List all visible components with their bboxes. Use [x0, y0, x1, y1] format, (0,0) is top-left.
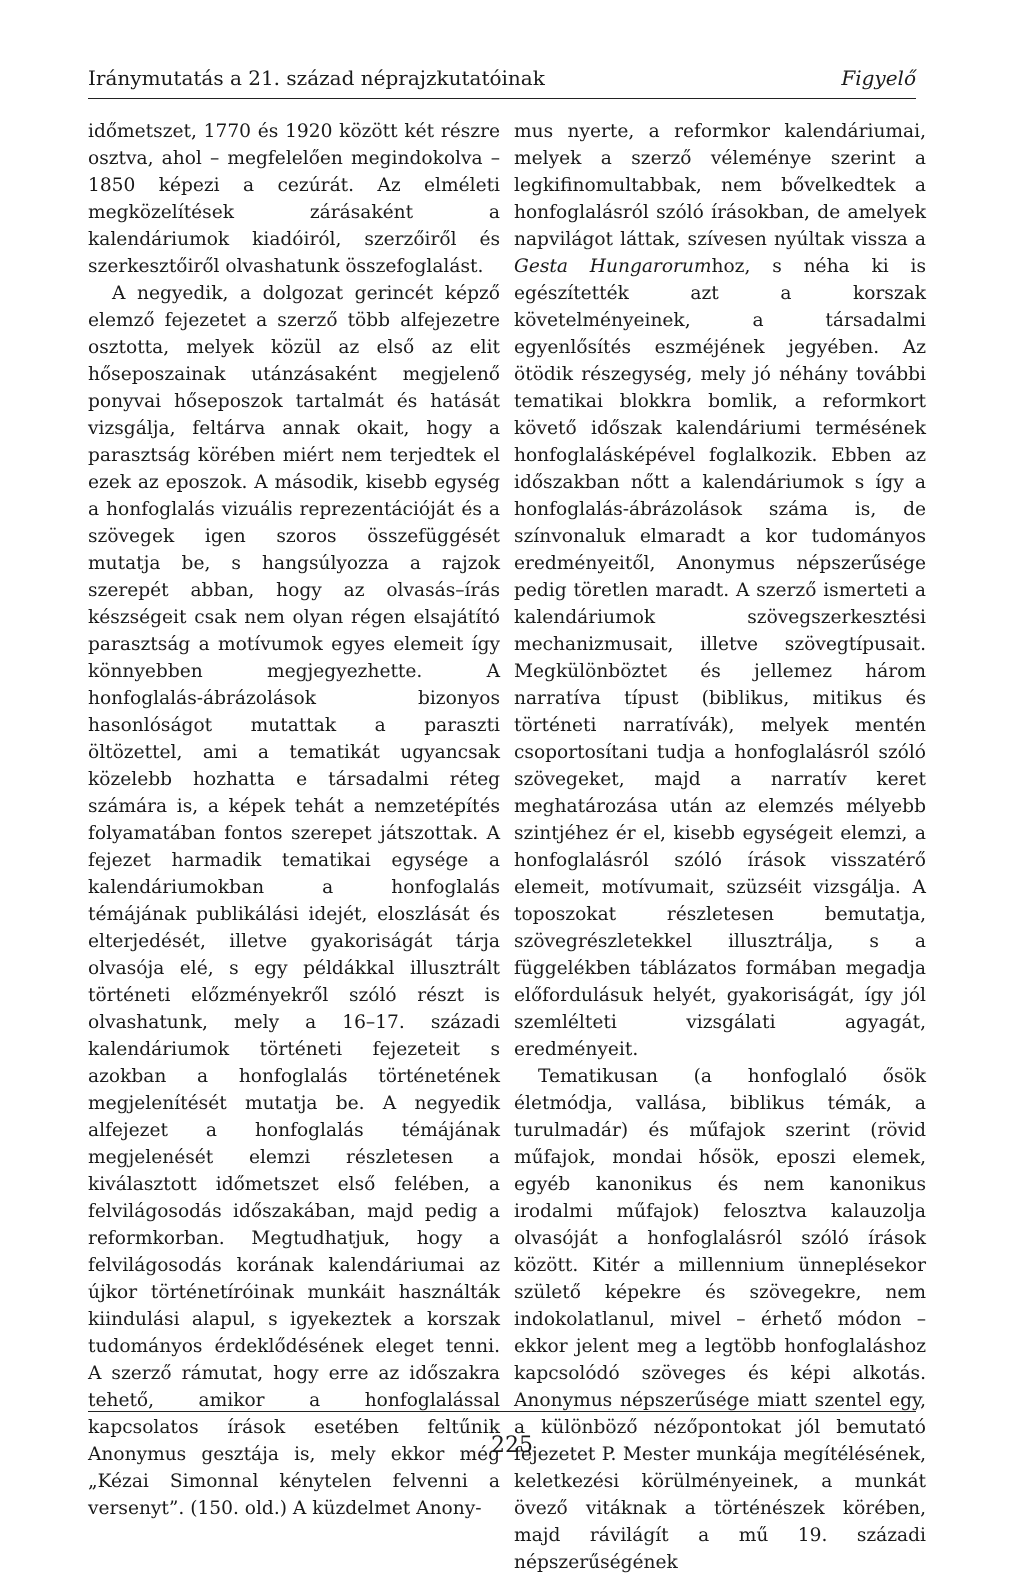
running-head — [88, 66, 916, 98]
right-column — [514, 118, 926, 1576]
right-paragraph-1-part-a: mus nyerte, a reformkor kalendáriumai, melyek a szerző véleménye szerint a legkifinomultabbak, nem bővelkedtek a honfoglalásról szóló írásokban, de amelyek napvilágot láttak, szívesen nyúltak vissza a — [514, 121, 926, 250]
footer-rule — [88, 1411, 916, 1412]
page-number: 225 — [491, 1433, 533, 1458]
right-paragraph-2: Tematikusan (a honfoglaló ősök életmódja, vallása, biblikus témák, a turulmadár) és műfajok szerint (rövid műfajok, mondai hősök, eposzi elemek, egyéb kanonikus és nem kanonikus irodalmi műfajok) felosztva kalauzolja olvasóját a honfoglalásról szóló írások között. Kitér a millennium ünneplésekor születő képekre és szövegekre, nem indokolatlanul, mivel – érhető módon – ekkor jelent meg a legtöbb honfoglaláshoz kapcsolódó szöveges és képi alkotás. Anonymus népszerűsége miatt szentel egy, a különböző nézőpontokat jól bemutató fejezetet P. Mester munkája megítélésének, keletkezési körülményeinek, a munkát övező vitáknak a történészek körében, majd rávilágít a mű 19. századi népszerűségének — [514, 1066, 926, 1573]
gesta-title: Gesta Hungarorum — [514, 256, 712, 277]
header-rule — [88, 98, 916, 99]
right-paragraph-1-part-b: hoz, s néha ki is egészítették azt a korszak követelményeinek, a társadalmi egyenlősítés eszméjének jegyében. Az ötödik részegység, mely jó néhány további tematikai blokkra bomlik, a reformkort követő időszak kalendáriumi termésének honfoglalásképével foglalkozik. Ebben az időszakban nőtt a kalendáriumok s így a honfoglalás-ábrázolások száma is, de színvonaluk elmaradt a kor tudományos eredményeitől, Anonymus népszerűsége pedig töretlen maradt. A szerző ismerteti a kalendáriumok szövegszerkesztési mechanizmusait, illetve szövegtípusait. Megkülönböztet és jellemez három narratíva típust (biblikus, mitikus és történeti narratívák), melyek mentén csoportosítani tudja a honfoglalásról szóló szövegeket, majd a narratív keret meghatározása után az elemzés mélyebb szintjéhez ér el, kisebb egységeit elemzi, a honfoglalásról szóló írások visszatérő elemeit, motívumait, szüzséit vizsgálja. A toposzokat részletesen bemutatja, szövegrészletekkel illusztrálja, s a függelékben táblázatos formában megadja előfordulásuk helyét, gyakoriságát, így jól szemlélteti vizsgálati agyagát, eredményeit. — [514, 256, 926, 1060]
left-column — [88, 118, 500, 1522]
left-paragraph-2: A negyedik, a dolgozat gerincét képző elemző fejezetet a szerző több alfejezetre osztotta, melyek közül az első az elit hőseposzainak utánzásaként megjelenő ponyvai hőseposzok tartalmát és hatását vizsgálja, feltárva annak okait, hogy a parasztság körében miért nem terjedtek el ezek az eposzok. A második, kisebb egység a honfoglalás vizuális reprezentációját és a szövegek igen szoros összefüggését mutatja be, s hangsúlyozza a rajzok szerepét abban, hogy az olvasás–írás készségeit csak nem olyan régen elsajátító parasztság a motívumok egyes elemeit így könnyebben megjegyezhette. A honfoglalás-ábrázolások bizonyos hasonlóságot mutattak a paraszti öltözettel, ami a tematikát ugyancsak közelebb hozhatta e társadalmi réteg számára is, a képek tehát a nemzetépítés folyamatában fontos szerepet játszottak. A fejezet harmadik tematikai egysége a kalendáriumokban a honfoglalás témájának publikálási idejét, eloszlását és elterjedését, illetve gyakoriságát tárja olvasója elé, s egy példákkal illusztrált történeti előzményekről szóló részt is olvashatunk, mely a 16–17. századi kalendáriumok történeti fejezeteit s azokban a honfoglalás történetének megjelenítését mutatja be. A negyedik alfejezet a honfoglalás témájának megjelenését elemzi részletesen a kiválasztott időmetszet első felében, a felvilágosodás időszakában, majd pedig a reformkorban. Megtudhatjuk, hogy a felvilágosodás korának kalendáriumai az újkor történetíróinak munkáit használták kiindulási alapul, s igyekeztek a korszak tudományos érdeklődésének eleget tenni. A szerző rámutat, hogy erre az időszakra tehető, amikor a honfoglalással kapcsolatos írások esetében feltűnik Anonymus gesztája is, mely ekkor még „Kézai Simonnal kénytelen felvenni a versenyt”. (150. old.) A küzdelmet Anony- — [88, 283, 500, 1519]
section-label: Figyelő — [841, 66, 916, 90]
running-head-title: Iránymutatás a 21. század néprajzkutatóinak — [88, 66, 545, 90]
left-paragraph-1: időmetszet, 1770 és 1920 között két részre osztva, ahol – megfelelően megindokolva – 1850 képezi a cezúrát. Az elméleti megközelítések zárásaként a kalendáriumok kiadóiról, szerzőiről és szerkesztőiről olvashatunk összefoglalást. — [88, 121, 500, 277]
right-paragraph-1 — [514, 118, 926, 1063]
